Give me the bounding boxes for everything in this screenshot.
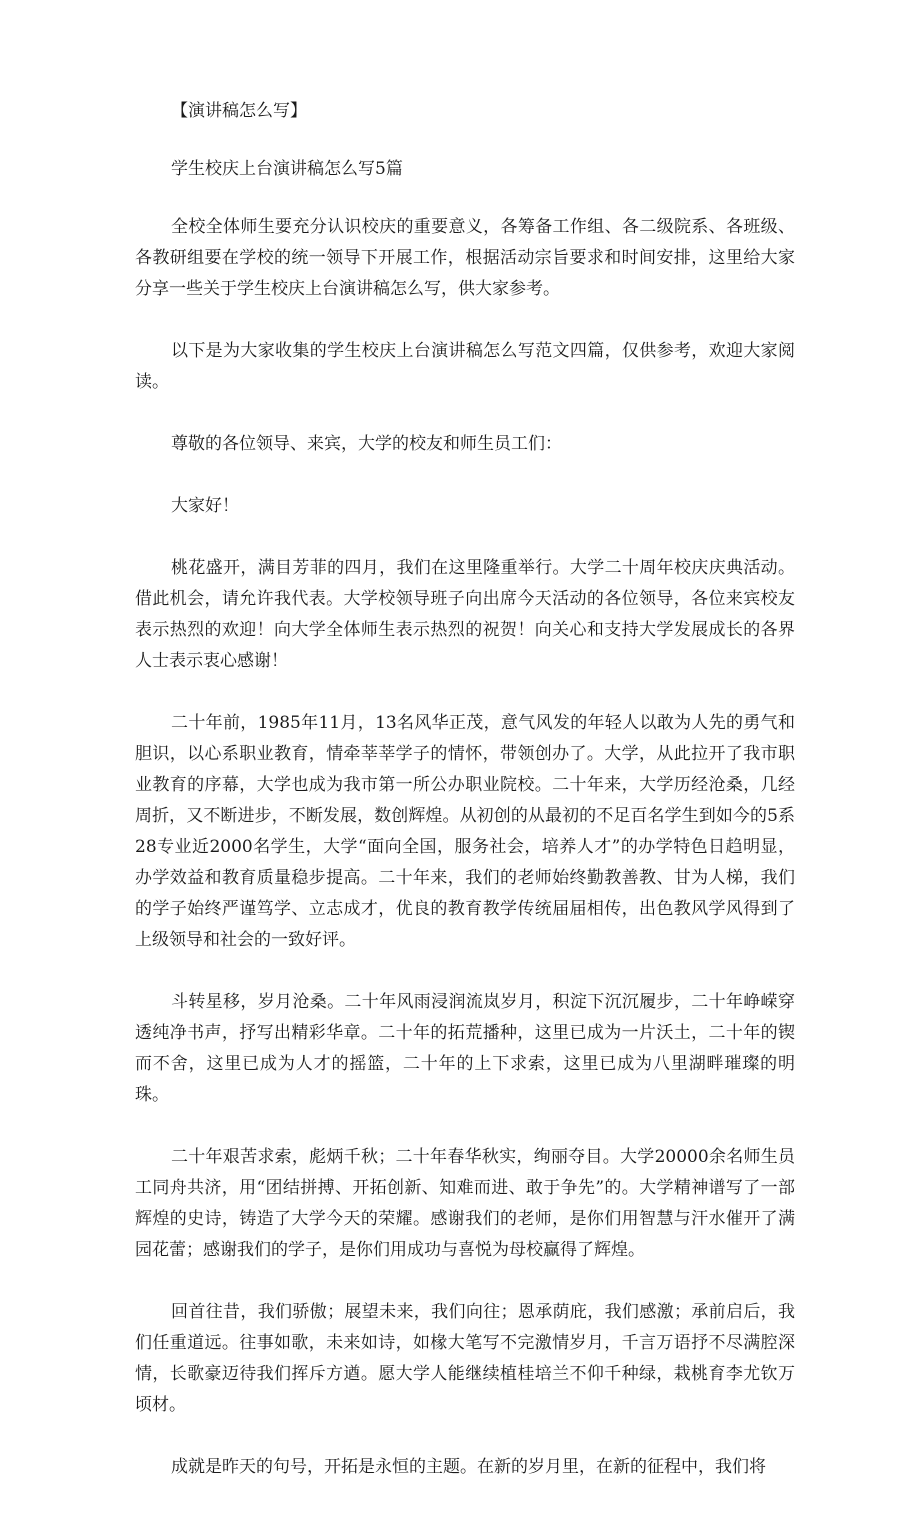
paragraph-closing: 成就是昨天的句号，开拓是永恒的主题。在新的岁月里，在新的征程中，我们将 (171, 1457, 766, 1477)
paragraph-outlook: 回首往昔，我们骄傲；展望未来，我们向往；恩承荫庇，我们感激；承前启后，我们任重道远。往事如歌，未来如诗，如椽大笔写不完激情岁月，千言万语抒不尽满腔深情，长歌豪迈待我们挥斥方遒。愿大学人能继续植桂培兰不仰千种绿，栽桃育李尤钦万顷材。 (135, 1302, 795, 1415)
document-page (135, 96, 795, 1514)
document-subtitle: 学生校庆上台演讲稿怎么写5篇 (171, 159, 403, 179)
paragraph-achievements: 斗转星移，岁月沧桑。二十年风雨浸润流岚岁月，积淀下沉沉履步，二十年峥嵘穿透纯净书声，抒写出精彩华章。二十年的拓荒播种，这里已成为一片沃土，二十年的锲而不舍，这里已成为人才的摇篮，二十年的上下求索，这里已成为八里湖畔璀璨的明珠。 (135, 992, 795, 1105)
paragraph-collection-note: 以下是为大家收集的学生校庆上台演讲稿怎么写范文四篇，仅供参考，欢迎大家阅读。 (135, 341, 795, 392)
paragraph-welcome: 桃花盛开，满目芳菲的四月，我们在这里隆重举行。大学二十周年校庆庆典活动。借此机会，请允许我代表。大学校领导班子向出席今天活动的各位领导，各位来宾校友表示热烈的欢迎！向大学全体师生表示热烈的祝贺！向关心和支持大学发展成长的各界人士表示衷心感谢！ (135, 558, 795, 671)
paragraph-greeting: 大家好！ (171, 496, 239, 516)
paragraph-salutation: 尊敬的各位领导、来宾，大学的校友和师生员工们： (171, 434, 562, 454)
paragraph-intro: 全校全体师生要充分认识校庆的重要意义，各筹备工作组、各二级院系、各班级、各教研组要在学校的统一领导下开展工作，根据活动宗旨要求和时间安排，这里给大家分享一些关于学生校庆上台演讲稿怎么写，供大家参考。 (135, 217, 795, 299)
document-heading: 【演讲稿怎么写】 (171, 101, 307, 121)
paragraph-gratitude: 二十年艰苦求索，彪炳千秋；二十年春华秋实，绚丽夺目。大学20000余名师生员工同舟共济，用“团结拼搏、开拓创新、知难而进、敢于争先”的。大学精神谱写了一部辉煌的史诗，铸造了大学今天的荣耀。感谢我们的老师，是你们用智慧与汗水催开了满园花蕾；感谢我们的学子，是你们用成功与喜悦为母校赢得了辉煌。 (135, 1147, 795, 1260)
paragraph-history: 二十年前，1985年11月，13名风华正茂，意气风发的年轻人以敢为人先的勇气和胆识，以心系职业教育，情牵莘莘学子的情怀，带领创办了。大学，从此拉开了我市职业教育的序幕，大学也成为我市第一所公办职业院校。二十年来，大学历经沧桑，几经周折，又不断进步，不断发展，数创辉煌。从初创的从最初的不足百名学生到如今的5系28专业近2000名学生，大学“面向全国，服务社会，培养人才”的办学特色日趋明显，办学效益和教育质量稳步提高。二十年来，我们的老师始终勤教善教、甘为人梯，我们的学子始终严谨笃学、立志成才，优良的教育教学传统届届相传，出色教风学风得到了上级领导和社会的一致好评。 (135, 713, 795, 950)
